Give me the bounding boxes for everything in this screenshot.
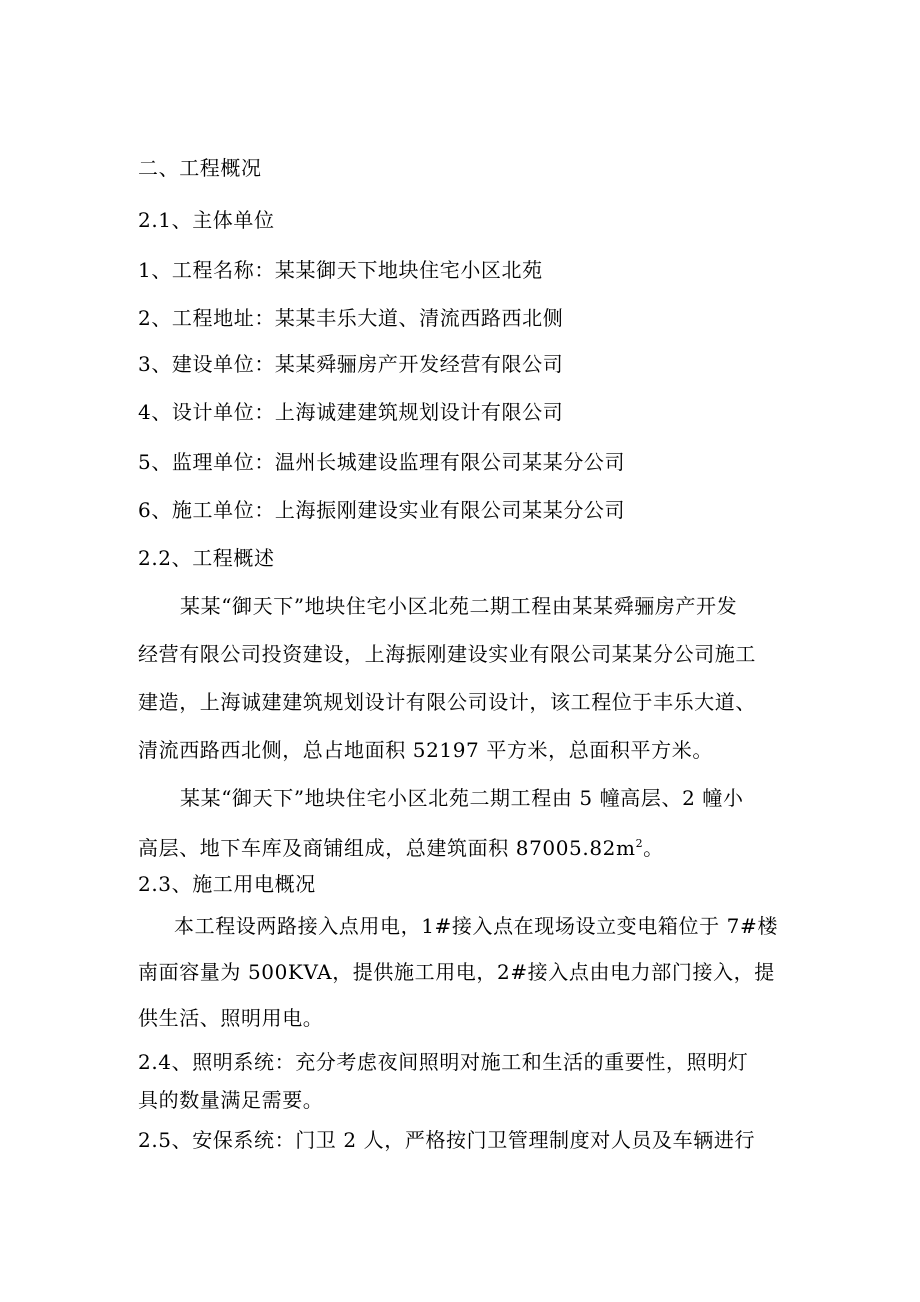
- overview-paragraph-1-line-3: 建造，上海诚建建筑规划设计有限公司设计，该工程位于丰乐大道、: [138, 690, 756, 714]
- overview-paragraph-2-end: 。: [643, 836, 664, 860]
- section-title: 二、工程概况: [138, 156, 262, 180]
- power-paragraph-line-1: 本工程设两路接入点用电，1#接入点在现场设立变电箱位于 7#楼: [174, 914, 778, 938]
- overview-paragraph-2-line-1: 某某“御天下”地块住宅小区北苑二期工程由 5 幢高层、2 幢小: [180, 786, 744, 810]
- unit-line-1: 1、工程名称：某某御天下地块住宅小区北苑: [138, 258, 543, 282]
- overview-paragraph-2-line-2: [138, 834, 664, 862]
- power-paragraph-line-2: 南面容量为 500KVA，提供施工用电，2#接入点由电力部门接入，提: [138, 960, 775, 984]
- unit-line-6: 6、施工单位：上海振刚建设实业有限公司某某分公司: [138, 498, 626, 522]
- subsection-2-3-heading: 2.3、施工用电概况: [138, 872, 316, 896]
- unit-line-5: 5、监理单位：温州长城建设监理有限公司某某分公司: [138, 450, 626, 474]
- unit-line-4: 4、设计单位：上海诚建建筑规划设计有限公司: [138, 400, 564, 424]
- power-paragraph-line-3: 供生活、照明用电。: [138, 1006, 324, 1030]
- subsection-2-2-heading: 2.2、工程概述: [138, 546, 275, 570]
- lighting-line-2: 具的数量满足需要。: [138, 1088, 324, 1112]
- lighting-line-1: 2.4、照明系统：充分考虑夜间照明对施工和生活的重要性，照明灯: [138, 1050, 749, 1074]
- overview-paragraph-2-text: 高层、地下车库及商铺组成，总建筑面积 87005.82m: [138, 836, 636, 860]
- overview-paragraph-1-line-1: 某某“御天下”地块住宅小区北苑二期工程由某某舜骊房产开发: [180, 594, 738, 618]
- subsection-2-1-heading: 2.1、主体单位: [138, 208, 275, 232]
- area-unit-superscript: 2: [635, 837, 644, 850]
- unit-line-3: 3、建设单位：某某舜骊房产开发经营有限公司: [138, 352, 564, 376]
- unit-line-2: 2、工程地址：某某丰乐大道、清流西路西北侧: [138, 306, 564, 330]
- overview-paragraph-1-line-2: 经营有限公司投资建设，上海振刚建设实业有限公司某某分公司施工: [138, 642, 756, 666]
- overview-paragraph-1-line-4: 清流西路西北侧，总占地面积 52197 平方米，总面积平方米。: [138, 738, 713, 762]
- security-line: 2.5、安保系统：门卫 2 人，严格按门卫管理制度对人员及车辆进行: [138, 1128, 756, 1152]
